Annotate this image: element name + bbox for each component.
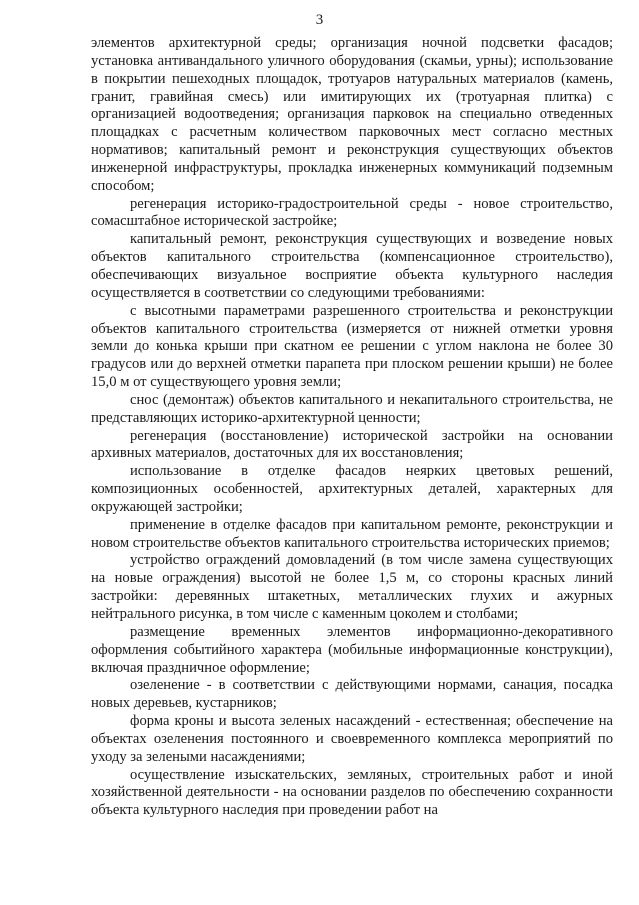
paragraph: устройство ограждений домовладений (в том числе замена существующих на новые ограждения) высотой не более 1,5 м, со стороны красных линий застройки: деревянных штакетных, металлических глухих и ажурных нейтрального рисунка, в том числе с каменным цоколем и столбами; bbox=[91, 552, 613, 622]
paragraph: снос (демонтаж) объектов капитального и некапитального строительства, не представляющих историко-архитектурной ценности; bbox=[91, 391, 613, 426]
paragraph: осуществление изыскательских, земляных, строительных работ и иной хозяйственной деятельности - на основании разделов по обеспечению сохранности объекта культурного наследия при проведении работ на bbox=[91, 766, 613, 819]
document-body bbox=[91, 35, 613, 820]
paragraph: капитальный ремонт, реконструкция существующих и возведение новых объектов капитального строительства (компенсационное строительство), обеспечивающих визуальное восприятие объекта культурного наследия осуществляется в соответствии со следующими требованиями: bbox=[91, 231, 613, 301]
paragraph: применение в отделке фасадов при капитальном ремонте, реконструкции и новом строительстве объектов капитального строительства исторических приемов; bbox=[91, 516, 613, 551]
page-number: 3 bbox=[315, 12, 324, 28]
paragraph: регенерация (восстановление) исторической застройки на основании архивных материалов, достаточных для их восстановления; bbox=[91, 427, 613, 462]
paragraph: регенерация историко-градостроительной среды - новое строительство, сомасштабное исторической застройке; bbox=[91, 195, 613, 230]
paragraph: размещение временных элементов информационно-декоративного оформления событийного характера (мобильные информационные конструкции), включая праздничное оформление; bbox=[91, 623, 613, 676]
paragraph: использование в отделке фасадов неярких цветовых решений, композиционных особенностей, архитектурных деталей, характерных для окружающей застройки; bbox=[91, 463, 613, 515]
paragraph: форма кроны и высота зеленых насаждений - естественная; обеспечение на объектах озеленения постоянного и своевременного комплекса мероприятий по уходу за зелеными насаждениями; bbox=[91, 713, 613, 765]
paragraph: с высотными параметрами разрешенного строительства и реконструкции объектов капитального строительства (измеряется от нижней отметки уровня земли до конька крыши при скатном ее решении с углом наклона не более 30 градусов или до верхней отметки парапета при плоском решении крыши) не более 15,0 м от существующего уровня земли; bbox=[91, 302, 613, 391]
paragraph: элементов архитектурной среды; организация ночной подсветки фасадов; установка антивандального уличного оборудования (скамьи, урны); использование в покрытии пешеходных площадок, тротуаров натуральных материалов (камень, гранит, гравийная смесь) или имитирующих их (тротуарная плитка) с организацией водоотведения; организация парковок на специально отведенных площадках с расчетным количеством парковочных мест согласно местных нормативов; капитальный ремонт и реконструкция существующих объектов инженерной инфраструктуры, прокладка инженерных коммуникаций подземным способом; bbox=[91, 35, 613, 194]
paragraph: озеленение - в соответствии с действующими нормами, санация, посадка новых деревьев, кустарников; bbox=[91, 677, 613, 712]
